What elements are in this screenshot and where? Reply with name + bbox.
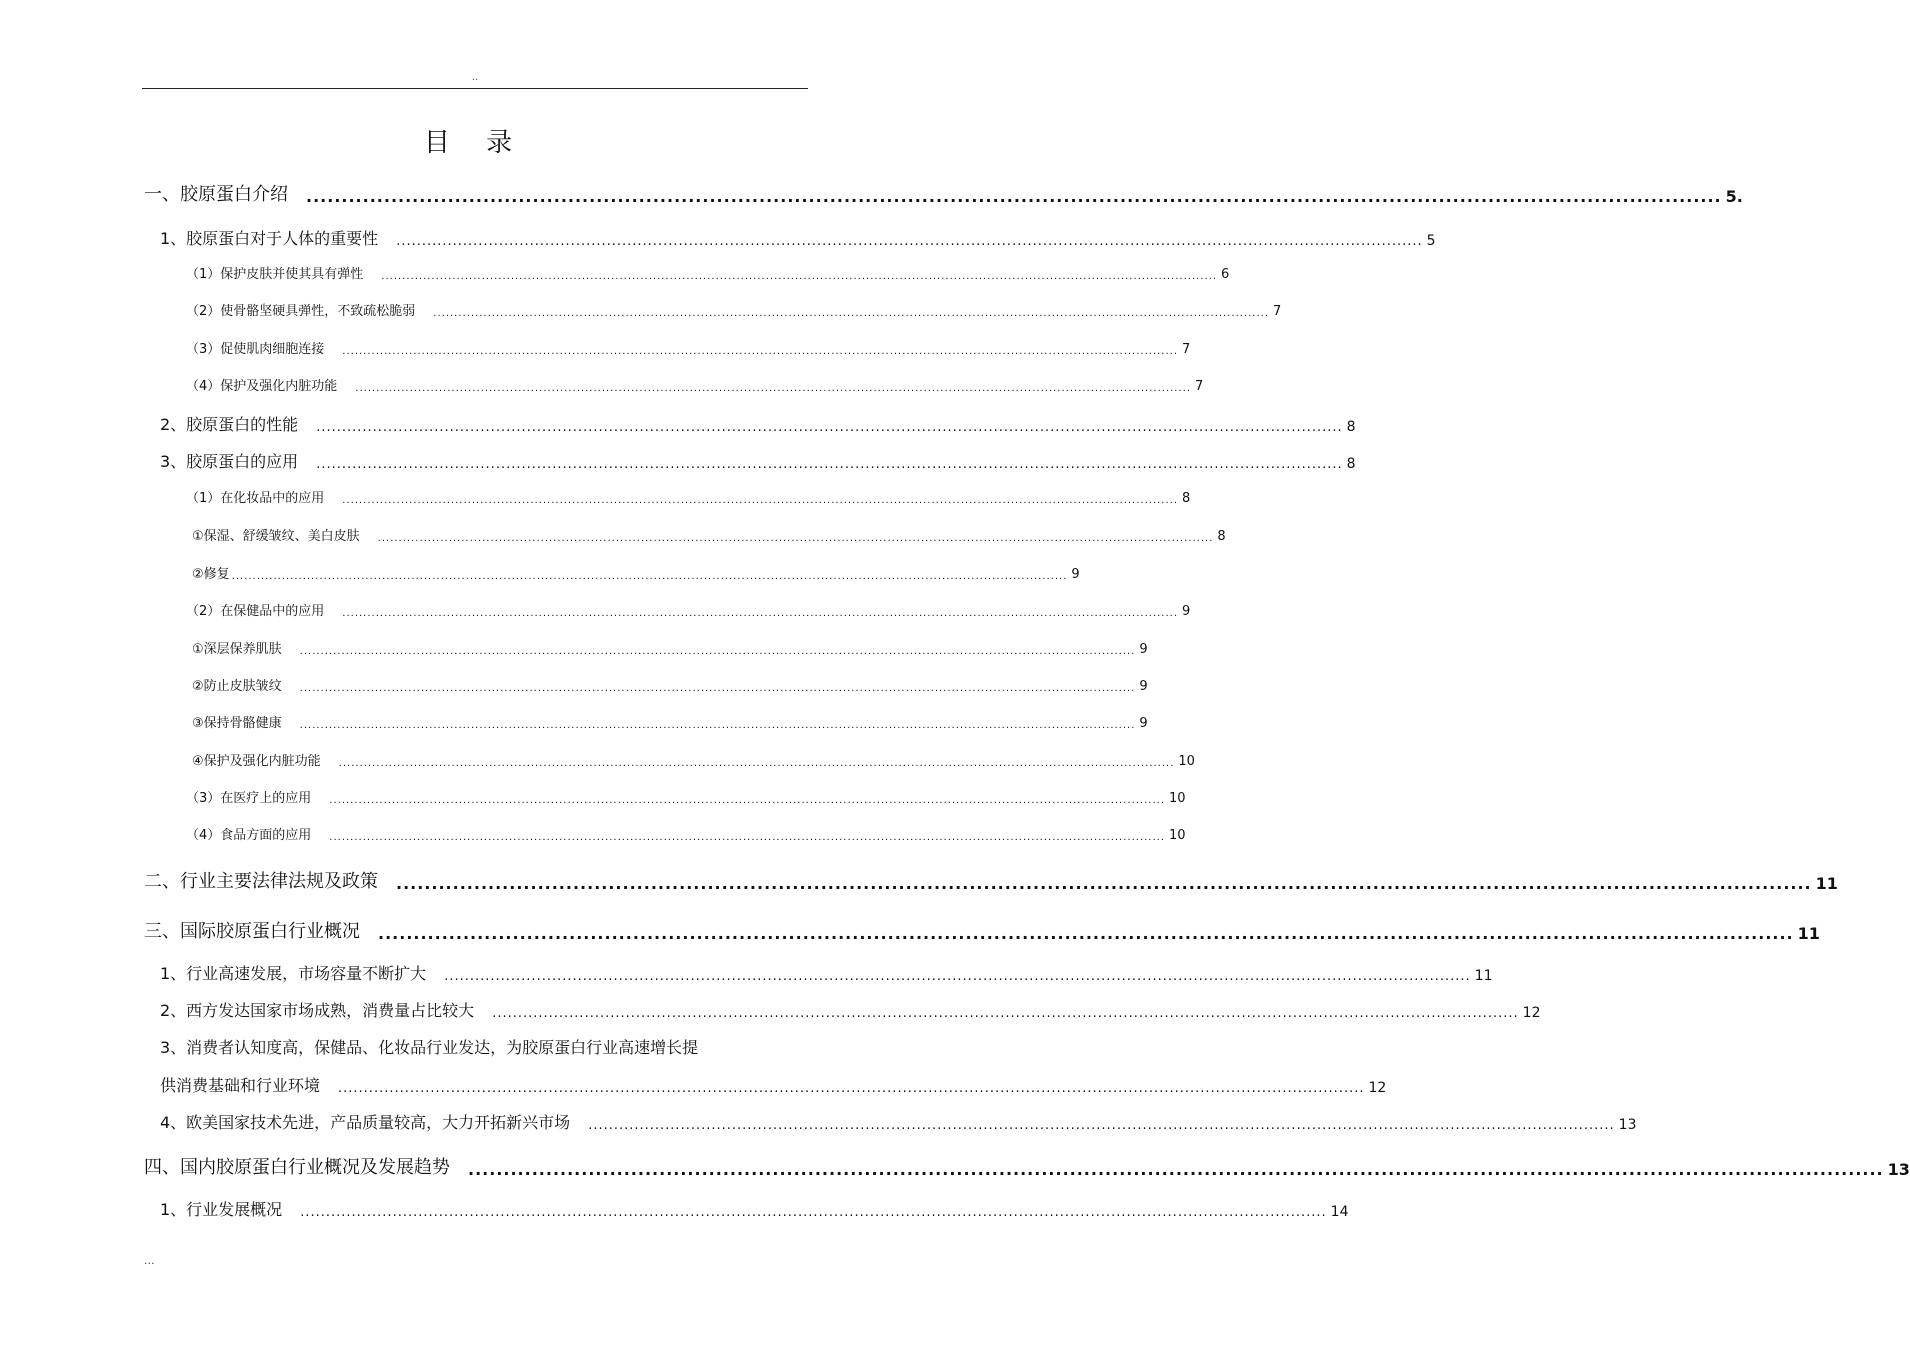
toc-entry[interactable] <box>160 449 1356 472</box>
toc-leader-dots: ........................................................................................................................................................................................................ <box>342 608 1179 619</box>
toc-entry[interactable] <box>186 263 1230 282</box>
toc-entry-page: 8 <box>1346 419 1356 435</box>
toc-leader-dots: ........................................................................................................................................................................................................ <box>342 346 1179 357</box>
toc-entry-page: 14 <box>1330 1204 1349 1220</box>
toc-entry[interactable] <box>186 787 1186 806</box>
toc-entry[interactable] <box>192 638 1148 657</box>
toc-entry-page: 9 <box>1139 642 1148 657</box>
toc-entry[interactable] <box>186 338 1191 357</box>
toc-entry-label: （4）保护及强化内脏功能 <box>186 379 338 394</box>
toc-entry-page: 12 <box>1368 1080 1387 1096</box>
toc-entry[interactable] <box>186 487 1191 506</box>
toc-entry[interactable] <box>186 600 1191 619</box>
toc-entry-page: 7 <box>1273 304 1282 319</box>
toc-leader-dots: ........................................................................................................................................................................................................ <box>338 758 1175 769</box>
toc-entry-page: 10 <box>1178 754 1195 769</box>
toc-entry[interactable] <box>192 525 1226 544</box>
toc-leader-dots: ........................................................................................................................................................................................................ <box>306 187 1722 206</box>
toc-entry-label-line1: 3、消费者认知度高，保健品、化妆品行业发达，为胶原蛋白行业高速增长提 <box>160 1038 699 1057</box>
toc-entry-page: 7 <box>1182 342 1191 357</box>
toc-leader-dots: ........................................................................................................................................................................................................ <box>396 874 1812 893</box>
toc-entry-page: 10 <box>1169 828 1186 843</box>
toc-leader-dots: ........................................................................................................................................................................................................ <box>338 1081 1365 1096</box>
toc-leader-dots: ........................................................................................................................................................................................................ <box>378 924 1794 943</box>
toc-entry-label: 四、国内胶原蛋白行业概况及发展趋势 <box>144 1157 450 1178</box>
toc-entry-label: 1、行业高速发展，市场容量不断扩大 <box>160 964 427 983</box>
toc-leader-dots: ........................................................................................................................................................................................................ <box>468 1160 1884 1179</box>
toc-entry[interactable] <box>192 712 1148 731</box>
toc-entry[interactable] <box>144 867 1838 893</box>
toc-entry-label: 1、胶原蛋白对于人体的重要性 <box>160 229 379 248</box>
toc-entry[interactable] <box>160 961 1493 984</box>
toc-entry-page: 8 <box>1346 456 1356 472</box>
toc-entry-label: 1、行业发展概况 <box>160 1200 283 1219</box>
toc-entry-label: 一、胶原蛋白介绍 <box>144 184 288 205</box>
toc-leader-dots: ........................................................................................................................................................................................................ <box>444 969 1471 984</box>
toc-leader-dots: ........................................................................................................................................................................................................ <box>299 646 1136 657</box>
toc-entry-label: （1）在化妆品中的应用 <box>186 491 325 506</box>
toc-entry-label: （3）在医疗上的应用 <box>186 791 312 806</box>
toc-leader-dots: ........................................................................................................................................................................................................ <box>342 495 1179 506</box>
toc-entry-page: 5. <box>1725 187 1743 206</box>
toc-entry-label: ①深层保养肌肤 <box>192 642 282 657</box>
toc-entry[interactable] <box>186 300 1282 319</box>
toc-entry[interactable] <box>192 675 1148 694</box>
toc-entry[interactable] <box>144 1153 1910 1179</box>
toc-entry[interactable] <box>192 750 1195 769</box>
toc-leader-dots: ........................................................................................................................................................................................................ <box>588 1118 1615 1133</box>
toc-leader-dots: ........................................................................................................................................................................................................ <box>316 457 1343 472</box>
toc-leader-dots: ........................................................................................................................................................................................................ <box>299 683 1136 694</box>
header-rule <box>142 88 808 89</box>
toc-entry[interactable] <box>186 375 1204 394</box>
toc-leader-dots: ........................................................................................................................................................................................................ <box>355 383 1192 394</box>
toc-entry-page: 11 <box>1797 924 1820 943</box>
toc-entry-page: 13 <box>1887 1160 1910 1179</box>
toc-entry-page: 9 <box>1182 604 1191 619</box>
toc-entry-page: 8 <box>1217 529 1226 544</box>
toc-entry-label: 三、国际胶原蛋白行业概况 <box>144 921 360 942</box>
toc-entry-page: 11 <box>1815 874 1838 893</box>
toc-entry-label: （4）食品方面的应用 <box>186 828 312 843</box>
toc-entry-label: 3、胶原蛋白的应用 <box>160 452 299 471</box>
toc-entry-page: 8 <box>1182 491 1191 506</box>
toc-entry[interactable] <box>192 563 1080 582</box>
toc-entry-page: 7 <box>1195 379 1204 394</box>
toc-entry-label: 供消费基础和行业环境 <box>160 1076 321 1095</box>
toc-leader-dots: ........................................................................................................................................................................................................ <box>492 1006 1519 1021</box>
toc-entry-label: ①保湿、舒缓皱纹、美白皮肤 <box>192 529 360 544</box>
toc-entry-label: ②修复 <box>192 567 230 582</box>
toc-leader-dots: ........................................................................................................................................................................................................ <box>329 795 1166 806</box>
toc-entry[interactable] <box>160 226 1436 249</box>
toc-entry-page: 10 <box>1169 791 1186 806</box>
toc-entry[interactable] <box>160 412 1356 435</box>
toc-entry-label: ②防止皮肤皱纹 <box>192 679 282 694</box>
toc-leader-dots: ........................................................................................................................................................................................................ <box>231 571 1068 582</box>
toc-entry-page: 9 <box>1071 567 1080 582</box>
toc-entry-label: （2）使骨骼坚硬具弹性，不致疏松脆弱 <box>186 304 416 319</box>
toc-title: 目 录 <box>423 128 527 158</box>
toc-entry[interactable] <box>144 180 1743 206</box>
toc-entry-page: 12 <box>1522 1005 1541 1021</box>
toc-entry[interactable] <box>144 917 1820 943</box>
toc-entry-label: （3）促使肌肉细胞连接 <box>186 342 325 357</box>
page-footer-mark: ... <box>144 1254 155 1267</box>
toc-entry-page: 9 <box>1139 679 1148 694</box>
toc-entry-page: 13 <box>1618 1117 1637 1133</box>
toc-entry-label: （2）在保健品中的应用 <box>186 604 325 619</box>
toc-entry-page: 11 <box>1474 968 1493 984</box>
toc-entry[interactable] <box>160 1073 1387 1096</box>
toc-leader-dots: ........................................................................................................................................................................................................ <box>433 308 1270 319</box>
toc-entry[interactable] <box>186 824 1186 843</box>
toc-entry-label: 2、胶原蛋白的性能 <box>160 415 299 434</box>
toc-entry-page: 9 <box>1139 716 1148 731</box>
toc-entry-label: 2、西方发达国家市场成熟，消费量占比较大 <box>160 1001 475 1020</box>
toc-leader-dots: ........................................................................................................................................................................................................ <box>381 271 1218 282</box>
toc-entry[interactable] <box>160 998 1541 1021</box>
toc-leader-dots: ........................................................................................................................................................................................................ <box>329 832 1166 843</box>
toc-leader-dots: ........................................................................................................................................................................................................ <box>316 420 1343 435</box>
toc-entry-label: ③保持骨骼健康 <box>192 716 282 731</box>
toc-entry-label: （1）保护皮肤并使其具有弹性 <box>186 267 364 282</box>
toc-entry-page: 5 <box>1426 233 1436 249</box>
toc-leader-dots: ........................................................................................................................................................................................................ <box>300 1205 1327 1220</box>
toc-leader-dots: ........................................................................................................................................................................................................ <box>396 234 1423 249</box>
toc-leader-dots: ........................................................................................................................................................................................................ <box>377 533 1214 544</box>
toc-entry-label: 二、行业主要法律法规及政策 <box>144 871 378 892</box>
toc-entry-page: 6 <box>1221 267 1230 282</box>
toc-leader-dots: ........................................................................................................................................................................................................ <box>299 720 1136 731</box>
page-header-mark: .. <box>471 72 479 83</box>
toc-entry[interactable] <box>160 1197 1349 1220</box>
toc-entry-label: ④保护及强化内脏功能 <box>192 754 321 769</box>
toc-entry[interactable] <box>160 1110 1637 1133</box>
toc-entry-label: 4、欧美国家技术先进，产品质量较高，大力开拓新兴市场 <box>160 1113 571 1132</box>
